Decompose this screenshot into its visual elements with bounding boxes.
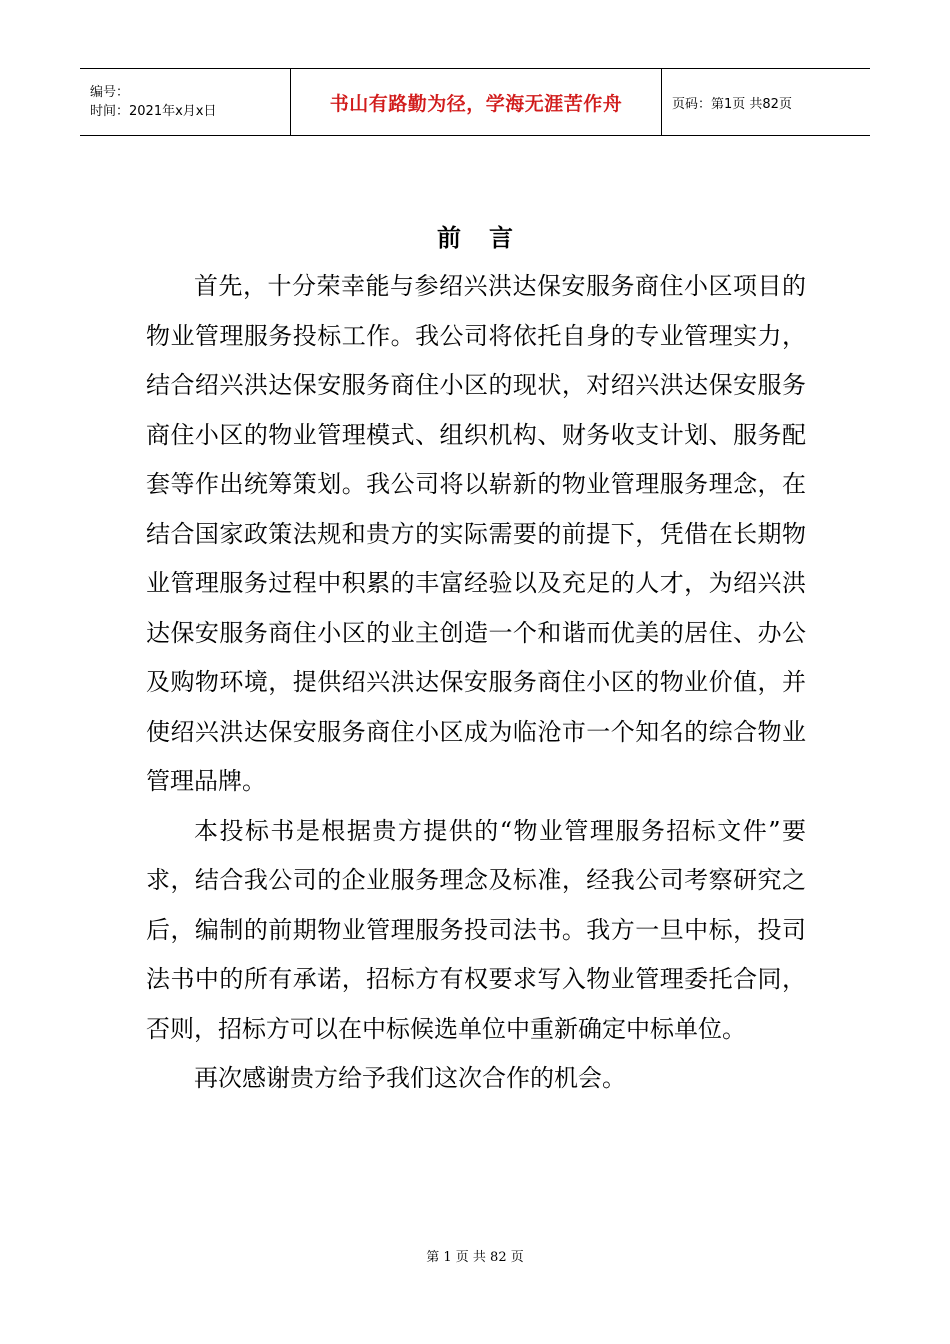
paragraph-3: 再次感谢贵方给予我们这次合作的机会。 xyxy=(194,1064,626,1092)
document-body xyxy=(146,262,806,1104)
date-label: 时间：2021年x月x日 xyxy=(90,104,217,119)
header-table xyxy=(80,68,870,136)
paragraph-2: 本投标书是根据贵方提供的“物业管理服务招标文件”要求，结合我公司的企业服务理念及标准，经我公司考察研究之后，编制的前期物业管理服务投司法书。我方一旦中标，投司法书中的所有承诺，招标方有权要求写入物业管理委托合同，否则，招标方可以在中标候选单位中重新确定中标单位。 xyxy=(146,816,806,1043)
page-footer: 第 1 页 共 82 页 xyxy=(426,1250,524,1265)
document-title: 前言 xyxy=(437,223,541,252)
header-page-label: 页码：第1页 共82页 xyxy=(662,69,871,136)
header-info-cell xyxy=(80,69,291,136)
header-motto: 书山有路勤为径，学海无涯苦作舟 xyxy=(291,69,662,136)
number-label: 编号： xyxy=(90,85,130,100)
paragraph-1: 首先，十分荣幸能与参绍兴洪达保安服务商住小区项目的物业管理服务投标工作。我公司将依托自身的专业管理实力，结合绍兴洪达保安服务商住小区的现状，对绍兴洪达保安服务商住小区的物业管理模式、组织机构、财务收支计划、服务配套等作出统筹策划。我公司将以崭新的物业管理服务理念，在结合国家政策法规和贵方的实际需要的前提下，凭借在长期物业管理服务过程中积累的丰富经验以及充足的人才，为绍兴洪达保安服务商住小区的业主创造一个和谐而优美的居住、办公及购物环境，提供绍兴洪达保安服务商住小区的物业价值，并使绍兴洪达保安服务商住小区成为临沧市一个知名的综合物业管理品牌。 xyxy=(146,272,806,795)
